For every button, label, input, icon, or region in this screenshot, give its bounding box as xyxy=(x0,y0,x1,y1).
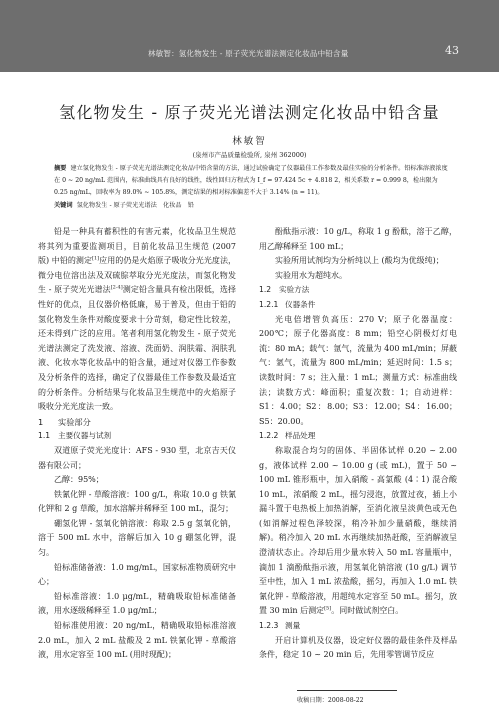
body-paragraph: 硼氢化钾 - 氢氧化钠溶液：称取 2.5 g 氢氧化钠，溶于 500 mL 水中，溶解后加入 10 g 硼氢化钾，混匀。 xyxy=(38,518,236,558)
subsection-heading: 1.2.3 测量 xyxy=(259,621,301,631)
subsection-heading: 1.2 实验方法 xyxy=(259,285,310,295)
body-paragraph: 双道原子荧光光度计：AFS - 930 型，北京吉天仪器有限公司； xyxy=(38,445,236,470)
article-title: 氢化物发生 - 原子荧光光谱法测定化妆品中铅含量 xyxy=(59,103,440,122)
body-paragraph: 乙醇：95%； xyxy=(54,475,104,485)
citation-ref: [2-4] xyxy=(110,284,123,291)
body-paragraph: 铅标准使用液：20 ng/mL，精确吸取铅标准溶液 2.0 mL，加入 2 mL 盐酸及 2 mL 铁氰化钾 - 草酸溶液，用水定容至 100 mL (用时现配)； xyxy=(38,621,236,660)
abstract-label: 摘要 xyxy=(54,165,67,172)
abstract-paragraph xyxy=(54,163,449,199)
abstract xyxy=(54,163,449,212)
body-paragraph: 铁氰化钾 - 草酸溶液：100 g/L，称取 10.0 g 铁氰化钾和 2 g 草酸，加水溶解并稀释至 100 mL，混匀； xyxy=(38,489,236,514)
keywords-label: 关键词 xyxy=(54,202,73,209)
affiliation: (泉州市产品质量检验所, 泉州 362000) xyxy=(192,151,307,159)
keywords-text: 氢化物发生 - 原子荧光光谱法 化妆品 铅 xyxy=(76,202,194,209)
abstract-text: 建立氢化物发生 - 原子荧光光谱法测定化妆品中铅含量的方法，通过试验确定了仪器最佳工作参数及最佳实验的分析条件。铅标准溶液浓度在 0 ~ 20 ng/mL 范围内，标准曲线具有良好的线性，线性回归方程式为 I_f = 97.424 5c + 4.818 2，相关系数 r = 0.999 8，检出限为 0.25 ng/mL，回收率为 89.0% ~ 105.8%，测定结果的相对标准偏差不大于 3.14% (n = 11)。 xyxy=(54,165,448,196)
citation-ref: [1] xyxy=(92,255,100,262)
page-number: 43 xyxy=(445,44,459,57)
section-heading: 1 实验部分 xyxy=(38,416,91,427)
page-header xyxy=(0,0,499,72)
subsection-heading: 1.1 主要仪器与试剂 xyxy=(38,431,112,441)
author: 林敏智 xyxy=(232,136,267,147)
citation-ref: [5] xyxy=(324,605,332,612)
body-paragraph: 实验所用试剂均为分析纯以上 (酸均为优级纯)； xyxy=(275,256,444,266)
body-paragraph: 铅标准溶液：1.0 μg/mL，精确吸取铅标准储备液，用水逐级稀释至 1.0 μg/mL； xyxy=(38,591,236,616)
keywords xyxy=(54,200,449,212)
body-paragraph: 光电倍增管负高压：270 V；原子化器温度：200℃；原子化器高度：8 mm；铅空心阴极灯灯电流：80 mA；载气：氩气，流量为 400 mL/min；屏蔽气：氩气，流量为 800 mL/min；延迟时间：1.5 s；读数时间：7 s；注入量：1 mL；测量方式：标准曲线法；读数方式：峰面积；重复次数：1；自动进样：S1：4.00；S2：8.00；S3：12.00；S4：16.00；S5：20.00。 xyxy=(259,314,457,426)
body-paragraph: 实验用水为超纯水。 xyxy=(275,270,347,280)
body-paragraph: 铅标准储备液：1.0 mg/mL，国家标准物质研究中心； xyxy=(38,562,236,587)
received-date: 收稿日期：2008-08-22 xyxy=(297,690,397,704)
intro-paragraph: 铅是一种具有蓄积性的有害元素，化妆品卫生规范将其列为重要监测项目，目前化妆品卫生规范 (2007 版) 中铅的测定[1]应用的仍是火焰原子吸收分光光度法，微分电位溶出法及双硫腙萃取分光光度法，而氢化物发生 - 原子荧光光谱法[2-4]测定铅含量具有检出限低，选择性好的优点，且仪器价格低廉，易于普及，但由于铅的氢化物发生条件对酸度要求十分苛刻，稳定性比较差，还未得到广泛的应用。笔者利用氢化物发生 - 原子荧光光谱法测定了洗发液、溶液、洗面奶、润肤霜、润肤乳液、化妆水等化妆品中的铅含量，通过对仪器工作参数及分析条件的选择，确定了仪器最佳工作参数及最适宜的分析条件。分析结果与化妆品卫生规范中的火焰原子吸收分光光度法一致。 xyxy=(38,227,236,412)
subsection-heading: 1.2.1 仪器条件 xyxy=(259,299,316,309)
body-paragraph: 称取混合均匀的固体、半固体试样 0.20 ~ 2.00 g，液体试样 2.00 ~ 10.00 g (或 mL)，置于 50 ~ 100 mL 锥形瓶中，加入硝酸 - 高氯酸 (4∶1) 混合酸 10 mL，浓硝酸 2 mL，摇匀浸泡，放置过夜，插上小漏斗置于电热板上加热消解，至消化液呈淡黄色或无色 (如消解过程色泽较深，稍冷补加少量硝酸，继续消解)。稍冷加入 20 mL 水再继续加热赶酸，至消解液呈澄清状态止。冷却后用少量水转入 50 mL 容量瓶中，滴加 1 滴酚酞指示液，用氢氧化钠溶液 (10 g/L) 调节至中性，加入 1 mL 浓盐酸，摇匀，再加入 1.0 mL 铁氰化钾 - 草酸溶液，用超纯水定容至 50 mL。摇匀，放置 30 min 后测定[5]。同时做试剂空白。 xyxy=(259,445,457,616)
left-column xyxy=(38,225,236,663)
subsection-heading: 1.2.2 样品处理 xyxy=(259,431,316,441)
body-paragraph: 开启计算机及仪器，设定好仪器的最佳条件及样品条件，稳定 10 ~ 20 min 后，先用零管调节反应 xyxy=(259,635,457,660)
right-column xyxy=(259,225,457,663)
body-paragraph: 酚酞指示液：10 g/L，称取 1 g 酚酞，溶于乙醇，用乙醇稀释至 100 mL； xyxy=(259,227,457,251)
running-title: 林敏智：氢化物发生 - 原子荧光光谱法测定化妆品中铅含量 xyxy=(148,49,349,58)
